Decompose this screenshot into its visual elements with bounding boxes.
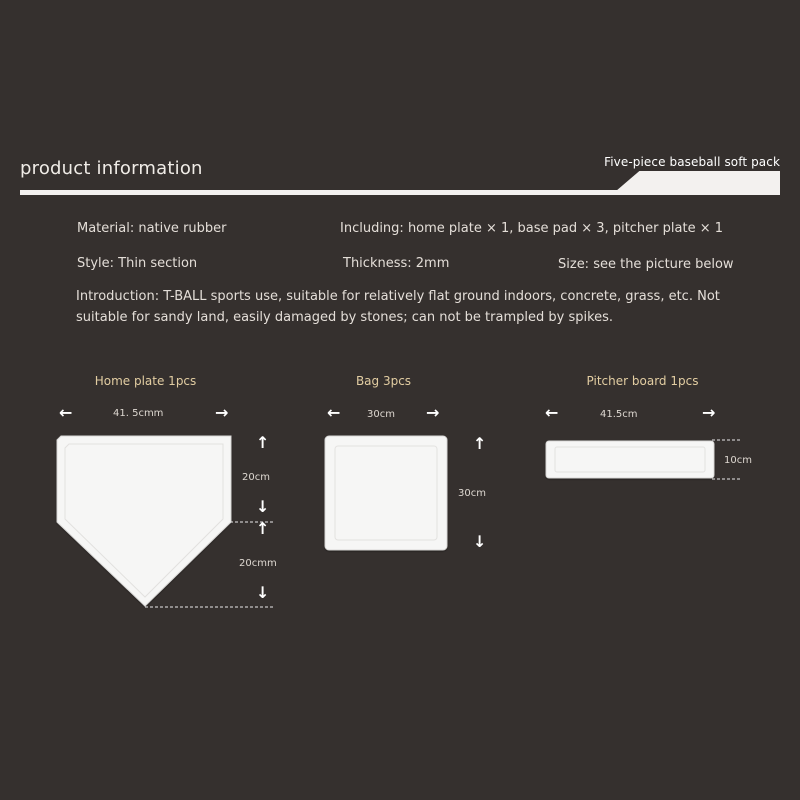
arrow-up-icon: ↑ <box>256 519 270 538</box>
arrow-down-icon: ↓ <box>256 497 270 516</box>
bag-height-label: 30cm <box>458 488 486 499</box>
home-plate-lower-height-label: 20cmm <box>239 558 277 569</box>
arrow-down-icon: ↓ <box>473 532 487 551</box>
thickness-spec: Thickness: 2mm <box>343 256 450 271</box>
material-spec: Material: native rubber <box>77 221 227 236</box>
home-plate-upper-height-label: 20cm <box>242 472 270 483</box>
including-spec: Including: home plate × 1, base pad × 3, pitcher plate × 1 <box>340 221 724 236</box>
pitcher-board-caption: Pitcher board 1pcs <box>586 374 699 388</box>
pitcher-board-height-label: 10cm <box>724 455 752 466</box>
style-spec: Style: Thin section <box>77 256 198 271</box>
size-spec: Size: see the picture below <box>558 257 734 272</box>
page-title: product information <box>20 158 203 179</box>
arrow-up-icon: ↑ <box>473 434 487 453</box>
home-plate-shape <box>57 436 231 606</box>
arrow-right-icon: → <box>426 403 440 422</box>
arrow-down-icon: ↓ <box>256 583 270 602</box>
bag-shape <box>325 436 447 550</box>
arrow-up-icon: ↑ <box>256 433 270 452</box>
arrow-right-icon: → <box>702 403 716 422</box>
bag-width-label: 30cm <box>367 409 395 420</box>
bag-caption: Bag 3pcs <box>355 374 412 388</box>
arrow-left-icon: ← <box>59 403 73 422</box>
arrow-right-icon: → <box>215 403 229 422</box>
arrow-left-icon: ← <box>545 403 559 422</box>
arrow-left-icon: ← <box>327 403 341 422</box>
home-plate-width-label: 41. 5cmm <box>113 408 164 419</box>
product-pack-label: Five-piece baseball soft pack <box>604 155 780 169</box>
introduction-text: Introduction: T-BALL sports use, suitable for relatively flat ground indoors, concrete, grass, etc. Not suitable for sandy land, easily damaged by stones; can not be trampled by spikes. <box>76 289 720 325</box>
home-plate-caption: Home plate 1pcs <box>94 374 197 388</box>
pitcher-board-width-label: 41.5cm <box>600 409 638 420</box>
